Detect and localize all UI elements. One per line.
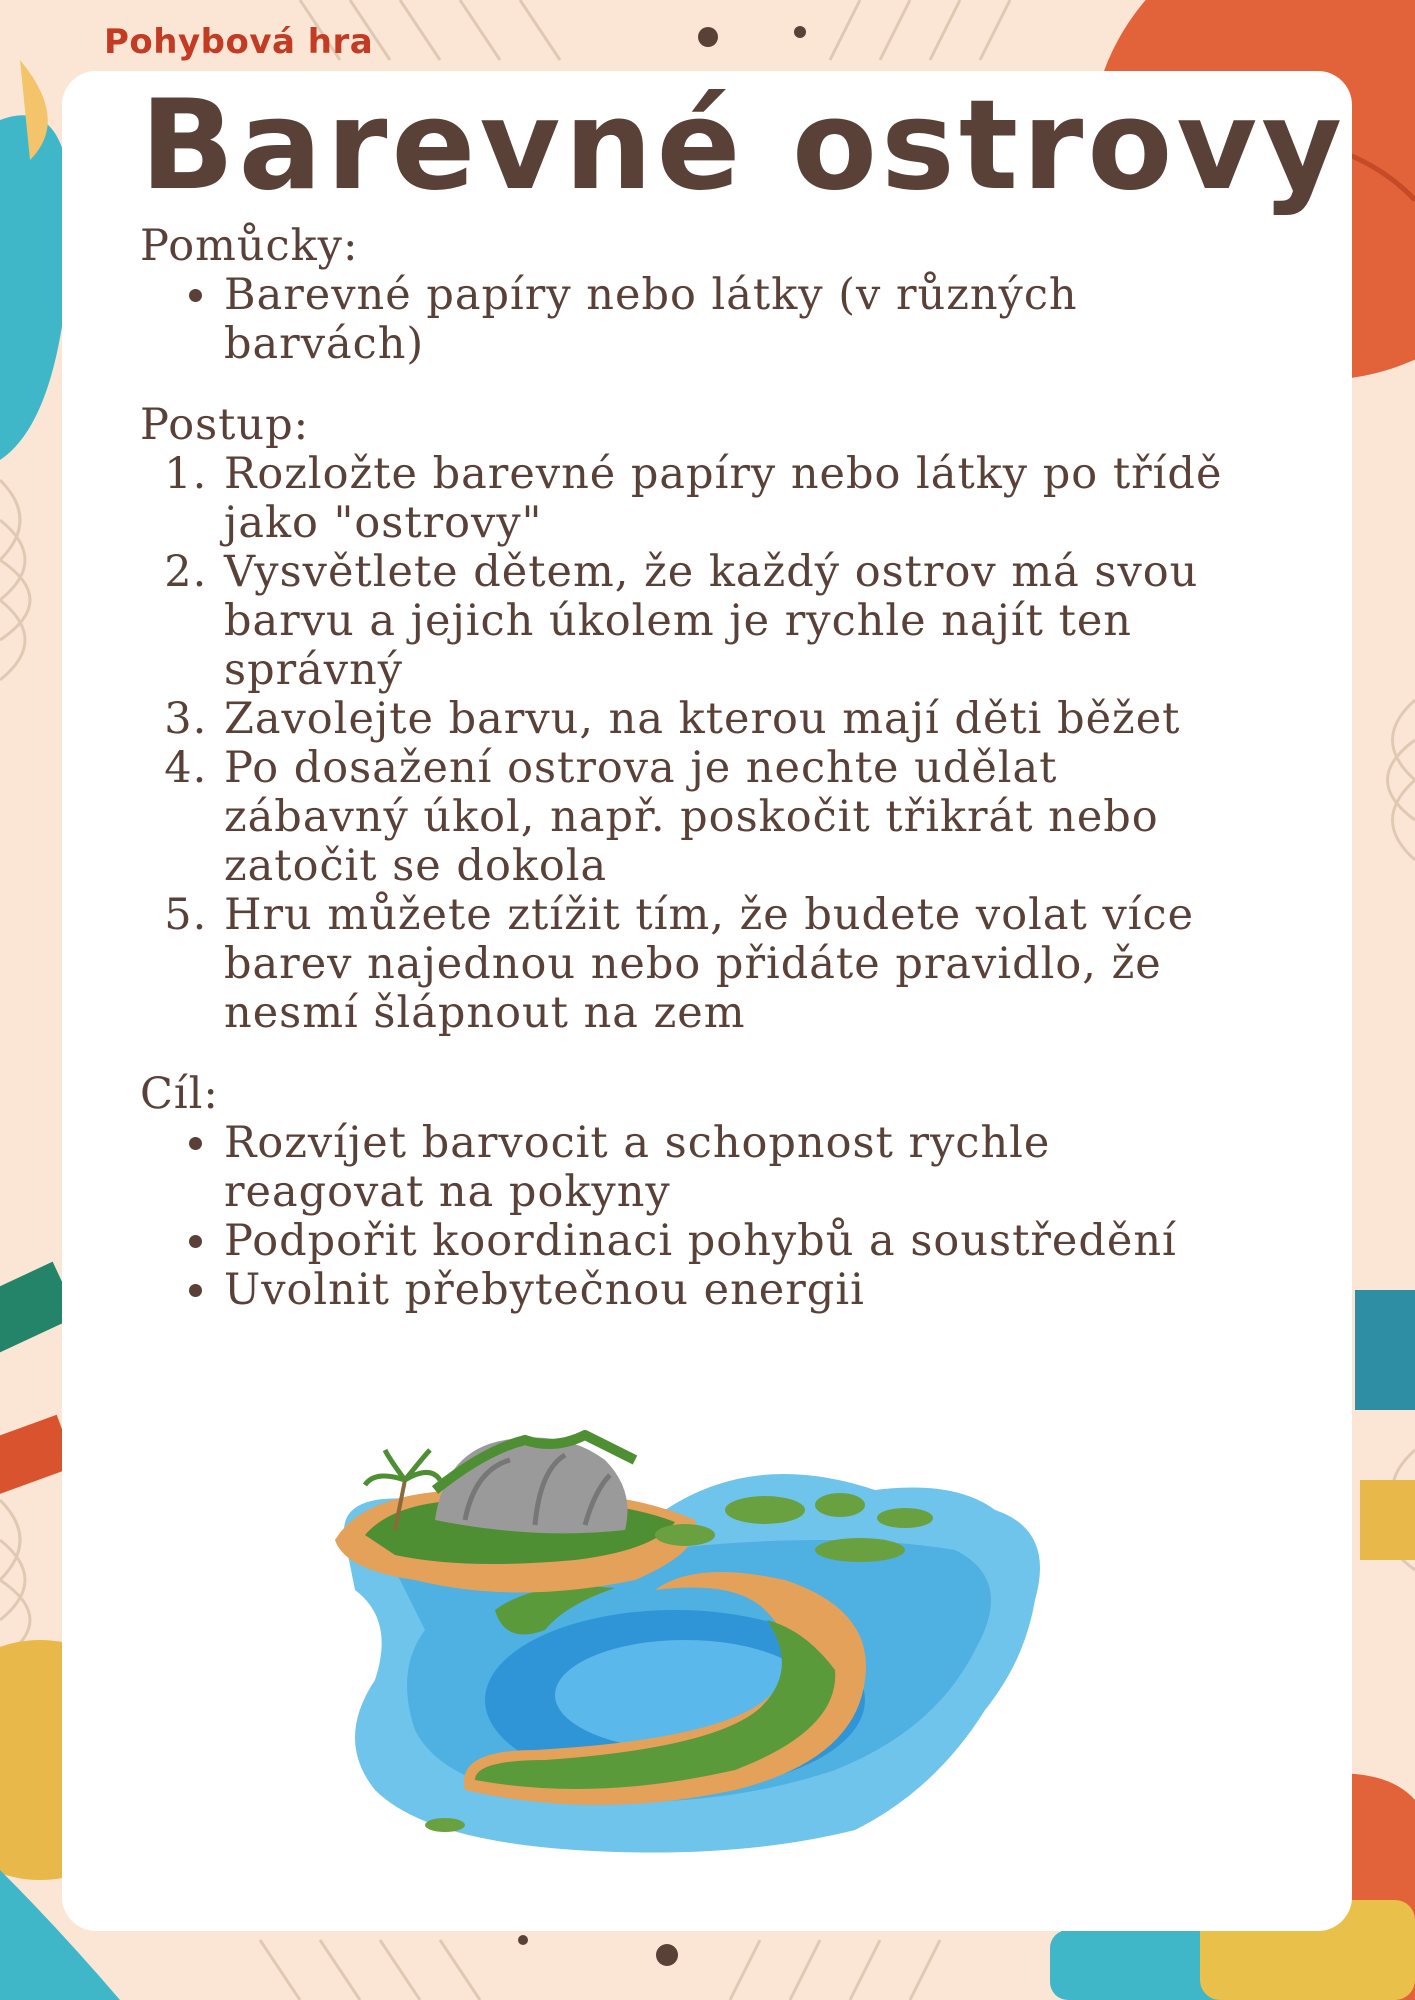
- list-item: • Barevné papíry nebo látky (v různých barvách): [222, 271, 1240, 369]
- list-item: 3. Zavolejte barvu, na kterou mají děti běžet: [222, 695, 1240, 744]
- section-pomucky: [140, 222, 1240, 369]
- island-lagoon-icon: [335, 1430, 1075, 1860]
- list-item: • Podpořit koordinaci pohybů a soustředění: [222, 1217, 1240, 1266]
- page-title: Barevné ostrovy: [140, 74, 1347, 218]
- section-heading: Cíl:: [140, 1069, 219, 1119]
- section-cil: [140, 1070, 1240, 1315]
- section-heading: Pomůcky:: [140, 221, 359, 271]
- list-item: 5. Hru můžete ztížit tím, že budete volat více barev najednou nebo přidáte pravidlo, že nesmí šlápnout na zem: [222, 891, 1240, 1038]
- category-tag: Pohybová hra: [104, 22, 374, 62]
- content: [140, 222, 1240, 1315]
- goals-list: [140, 1119, 1240, 1315]
- list-item: 1. Rozložte barevné papíry nebo látky po třídě jako "ostrovy": [222, 450, 1240, 548]
- list-item: • Rozvíjet barvocit a schopnost rychle reagovat na pokyny: [222, 1119, 1240, 1217]
- list-item: 2. Vysvětlete dětem, že každý ostrov má svou barvu a jejich úkolem je rychle najít ten správný: [222, 548, 1240, 695]
- list-item: • Uvolnit přebytečnou energii: [222, 1266, 1240, 1315]
- materials-list: [140, 271, 1240, 369]
- list-item: 4. Po dosažení ostrova je nechte udělat zábavný úkol, např. poskočit třikrát nebo zatočit se dokola: [222, 744, 1240, 891]
- section-heading: Postup:: [140, 400, 310, 450]
- section-postup: [140, 401, 1240, 1038]
- steps-list: [140, 450, 1240, 1038]
